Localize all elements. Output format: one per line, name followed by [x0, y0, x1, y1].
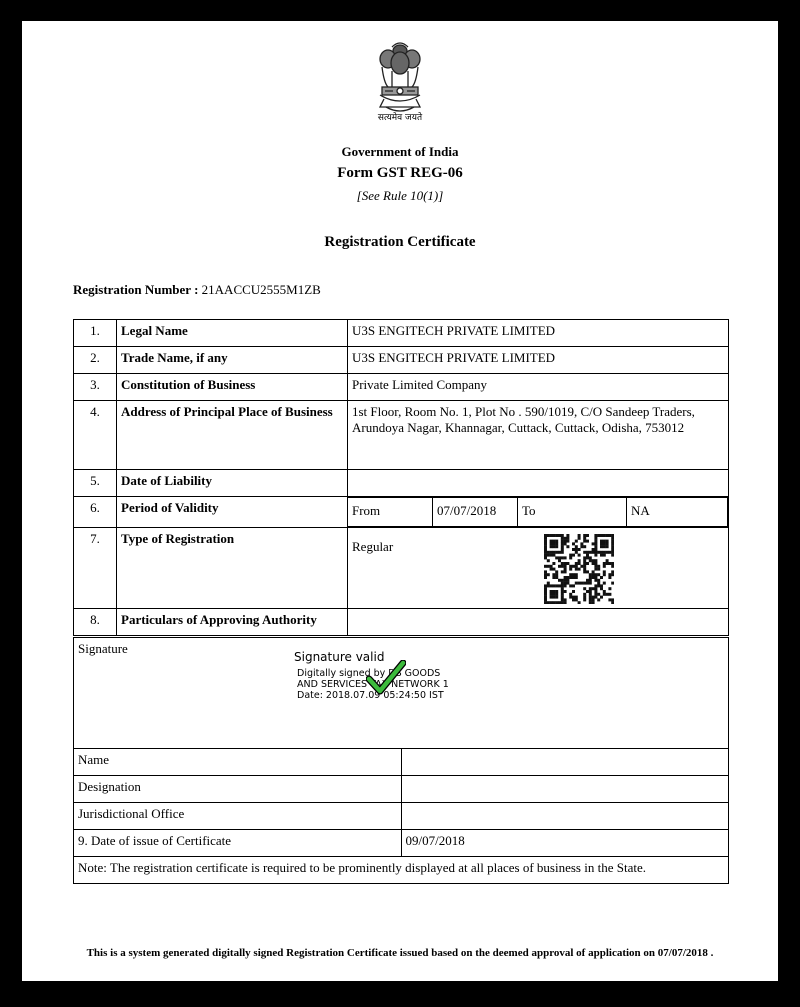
issue-date-value: 09/07/2018 [401, 830, 729, 857]
row-number: 6. [74, 497, 117, 528]
qr-code-icon [544, 534, 614, 604]
table-row [74, 401, 729, 470]
validity-from-label: From [348, 498, 433, 527]
table-row [74, 609, 729, 636]
table-row [74, 374, 729, 401]
registration-number: 21AACCU2555M1ZB [201, 282, 321, 297]
name-label: Name [74, 749, 402, 776]
row-label: Legal Name [117, 320, 348, 347]
row-number: 7. [74, 528, 117, 609]
constitution-value: Private Limited Company [348, 374, 729, 401]
table-row [74, 857, 729, 884]
jurisdictional-office-label: Jurisdictional Office [74, 803, 402, 830]
row-number: 3. [74, 374, 117, 401]
national-emblem-icon [372, 37, 428, 121]
table-row [74, 320, 729, 347]
trade-name-value: U3S ENGITECH PRIVATE LIMITED [348, 347, 729, 374]
legal-name-value: U3S ENGITECH PRIVATE LIMITED [348, 320, 729, 347]
signature-detail-line: Digitally signed by DS GOODS [297, 668, 441, 679]
validity-to-date: NA [627, 498, 728, 527]
registration-type-value: Regular [352, 539, 394, 554]
government-title: Government of India [341, 144, 459, 159]
form-title: Form GST REG-06 [337, 165, 463, 181]
designation-label: Designation [74, 776, 402, 803]
name-value [401, 749, 729, 776]
signature-label: Signature [78, 641, 128, 656]
footer-statement: This is a system generated digitally signed Registration Certificate issued based on the deemed approval of application on 07/07/2018 . [86, 947, 714, 959]
registration-number-label: Registration Number : [73, 282, 199, 297]
row-number: 1. [74, 320, 117, 347]
row-label: Date of Liability [117, 470, 348, 497]
row-label: Period of Validity [117, 497, 348, 528]
table-row [74, 749, 729, 776]
row-label: Type of Registration [117, 528, 348, 609]
row-number: 2. [74, 347, 117, 374]
table-row [74, 347, 729, 374]
certificate-page [22, 21, 778, 981]
validity-table [348, 497, 728, 527]
approving-authority-value [348, 609, 729, 636]
signature-valid-text: Signature valid [294, 650, 385, 664]
row-label: Address of Principal Place of Business [117, 401, 348, 470]
table-row [74, 830, 729, 857]
registration-number-line [73, 282, 321, 298]
checkmark-icon [366, 660, 406, 696]
designation-value [401, 776, 729, 803]
jurisdictional-office-value [401, 803, 729, 830]
validity-cell [348, 497, 729, 528]
details-table [73, 319, 729, 636]
certificate-title: Registration Certificate [324, 234, 476, 250]
table-row [74, 470, 729, 497]
row-label: Trade Name, if any [117, 347, 348, 374]
emblem-motto: सत्यमेव जयते [377, 113, 423, 123]
authority-table [73, 637, 729, 884]
row-number: 8. [74, 609, 117, 636]
row-number: 5. [74, 470, 117, 497]
address-value: 1st Floor, Room No. 1, Plot No . 590/1019, C/O Sandeep Traders, Arundoya Nagar, Khannagar, Cuttack, Cuttack, Odisha, 753012 [348, 401, 729, 470]
signature-detail-line: AND SERVICES TAX NETWORK 1 [297, 679, 449, 690]
row-number: 4. [74, 401, 117, 470]
rule-reference: [See Rule 10(1)] [356, 188, 444, 203]
table-row [74, 528, 729, 609]
display-note: Note: The registration certificate is required to be prominently displayed at all places of business in the State. [74, 857, 729, 884]
row-label: Constitution of Business [117, 374, 348, 401]
signature-detail-line: Date: 2018.07.09 05:24:50 IST [297, 690, 444, 701]
validity-to-label: To [518, 498, 627, 527]
row-label: Particulars of Approving Authority [117, 609, 348, 636]
signature-cell [74, 638, 729, 749]
table-row [74, 803, 729, 830]
digital-signature-block[interactable] [294, 650, 449, 701]
table-row [74, 776, 729, 803]
liability-date-value [348, 470, 729, 497]
issue-date-label: 9. Date of issue of Certificate [74, 830, 402, 857]
table-row [74, 497, 729, 528]
registration-type-cell [348, 528, 729, 609]
validity-from-date: 07/07/2018 [433, 498, 518, 527]
